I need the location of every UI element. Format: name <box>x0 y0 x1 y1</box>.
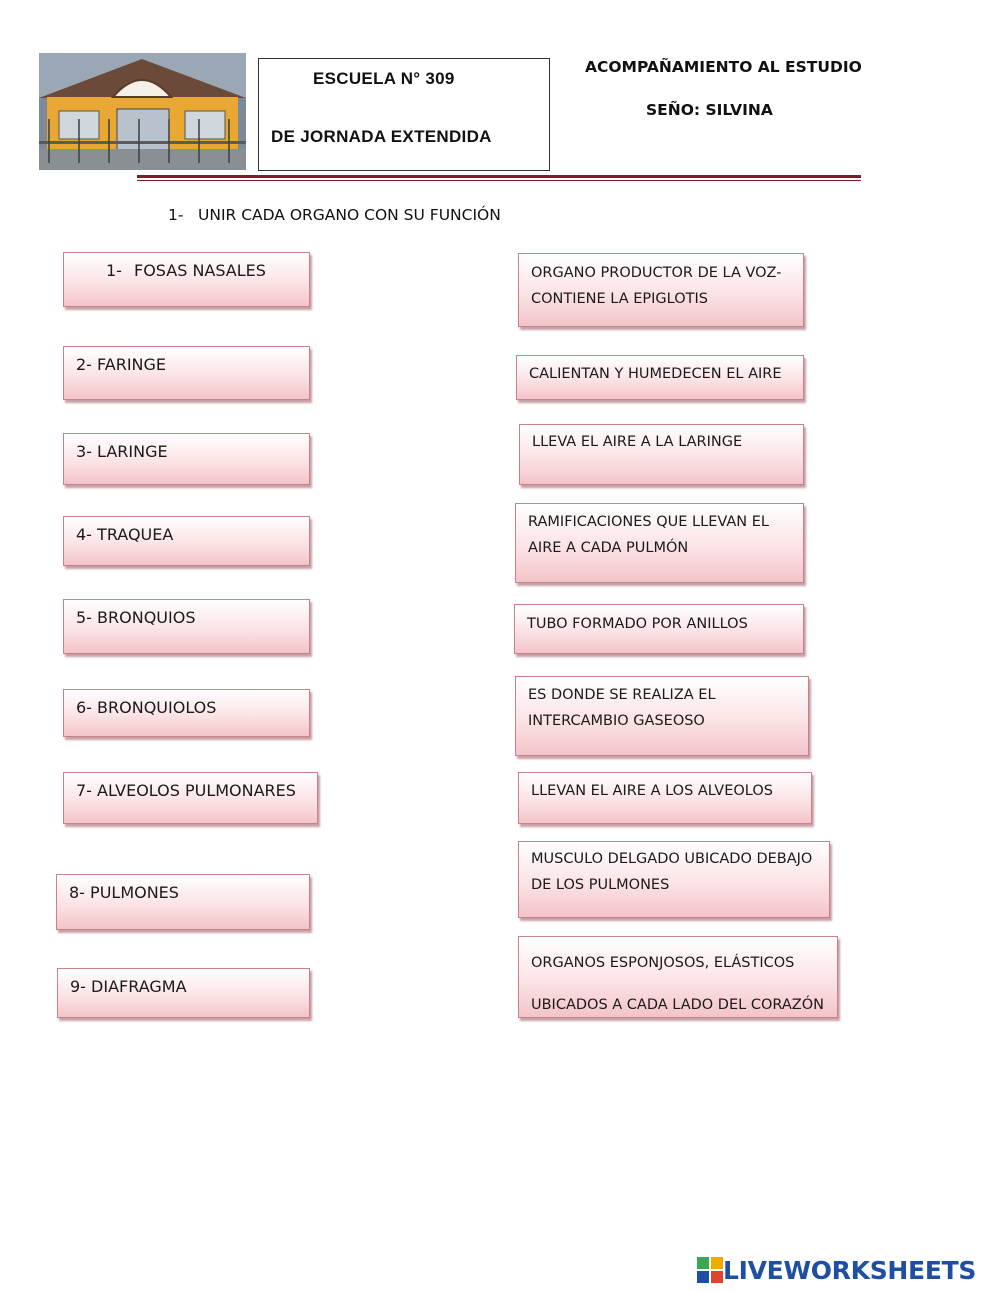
organ-label: 3- LARINGE <box>76 442 168 461</box>
function-box-8[interactable] <box>518 841 830 918</box>
organ-label: 4- TRAQUEA <box>76 525 174 544</box>
liveworksheets-logo <box>697 1254 976 1286</box>
organ-box-8[interactable] <box>56 874 310 930</box>
function-box-9[interactable] <box>518 936 838 1018</box>
subtitle-program: ACOMPAÑAMIENTO AL ESTUDIO <box>585 58 862 76</box>
organ-label: 9- DIAFRAGMA <box>70 977 187 996</box>
organ-box-1[interactable] <box>63 252 310 307</box>
function-line: RAMIFICACIONES QUE LLEVAN EL <box>528 514 769 530</box>
organ-box-6[interactable] <box>63 689 310 737</box>
header-divider-thin <box>137 180 861 181</box>
organ-box-2[interactable] <box>63 346 310 400</box>
function-box-5[interactable] <box>514 604 804 654</box>
function-line: TUBO FORMADO POR ANILLOS <box>527 616 748 632</box>
organ-box-4[interactable] <box>63 516 310 566</box>
function-line: LLEVA EL AIRE A LA LARINGE <box>532 434 743 450</box>
instruction-number: 1- <box>168 206 184 224</box>
function-line: LLEVAN EL AIRE A LOS ALVEOLOS <box>531 783 773 799</box>
function-box-6[interactable] <box>515 676 809 756</box>
school-name: ESCUELA N° 309 <box>313 69 455 88</box>
function-line: DE LOS PULMONES <box>531 877 670 893</box>
function-line: MUSCULO DELGADO UBICADO DEBAJO <box>531 851 813 867</box>
function-box-1[interactable] <box>518 253 804 327</box>
organ-box-5[interactable] <box>63 599 310 654</box>
liveworksheets-logo-text: LIVEWORKSHEETS <box>723 1255 977 1285</box>
school-type: DE JORNADA EXTENDIDA <box>271 127 492 146</box>
instruction-text: UNIR CADA ORGANO CON SU FUNCIÓN <box>198 206 501 224</box>
organ-label: 8- PULMONES <box>69 883 179 902</box>
organ-number: 1- <box>106 261 122 280</box>
function-line: ORGANO PRODUCTOR DE LA VOZ- <box>531 265 782 281</box>
function-box-7[interactable] <box>518 772 812 824</box>
instruction <box>168 206 501 224</box>
function-box-4[interactable] <box>515 503 804 583</box>
organ-label: FOSAS NASALES <box>134 261 266 280</box>
function-line: INTERCAMBIO GASEOSO <box>528 713 705 729</box>
function-line: ORGANOS ESPONJOSOS, ELÁSTICOS <box>531 955 795 971</box>
function-line: CALIENTAN Y HUMEDECEN EL AIRE <box>529 366 782 382</box>
function-line: UBICADOS A CADA LADO DEL CORAZÓN <box>531 997 824 1013</box>
organ-box-7[interactable] <box>63 772 318 824</box>
organ-box-3[interactable] <box>63 433 310 485</box>
function-line: CONTIENE LA EPIGLOTIS <box>531 291 708 307</box>
liveworksheets-logo-icon <box>697 1257 723 1283</box>
school-photo <box>39 53 246 170</box>
organ-label: 7- ALVEOLOS PULMONARES <box>76 781 296 800</box>
function-line: AIRE A CADA PULMÓN <box>528 540 689 556</box>
organ-label: 6- BRONQUIOLOS <box>76 698 217 717</box>
header-divider <box>137 175 861 178</box>
function-box-2[interactable] <box>516 355 804 400</box>
subtitle-teacher: SEÑO: SILVINA <box>646 101 773 119</box>
function-line: ES DONDE SE REALIZA EL <box>528 687 716 703</box>
organ-label: 2- FARINGE <box>76 355 167 374</box>
school-name-box <box>258 58 550 171</box>
organ-label: 5- BRONQUIOS <box>76 608 196 627</box>
function-box-3[interactable] <box>519 424 804 485</box>
organ-box-9[interactable] <box>57 968 310 1018</box>
